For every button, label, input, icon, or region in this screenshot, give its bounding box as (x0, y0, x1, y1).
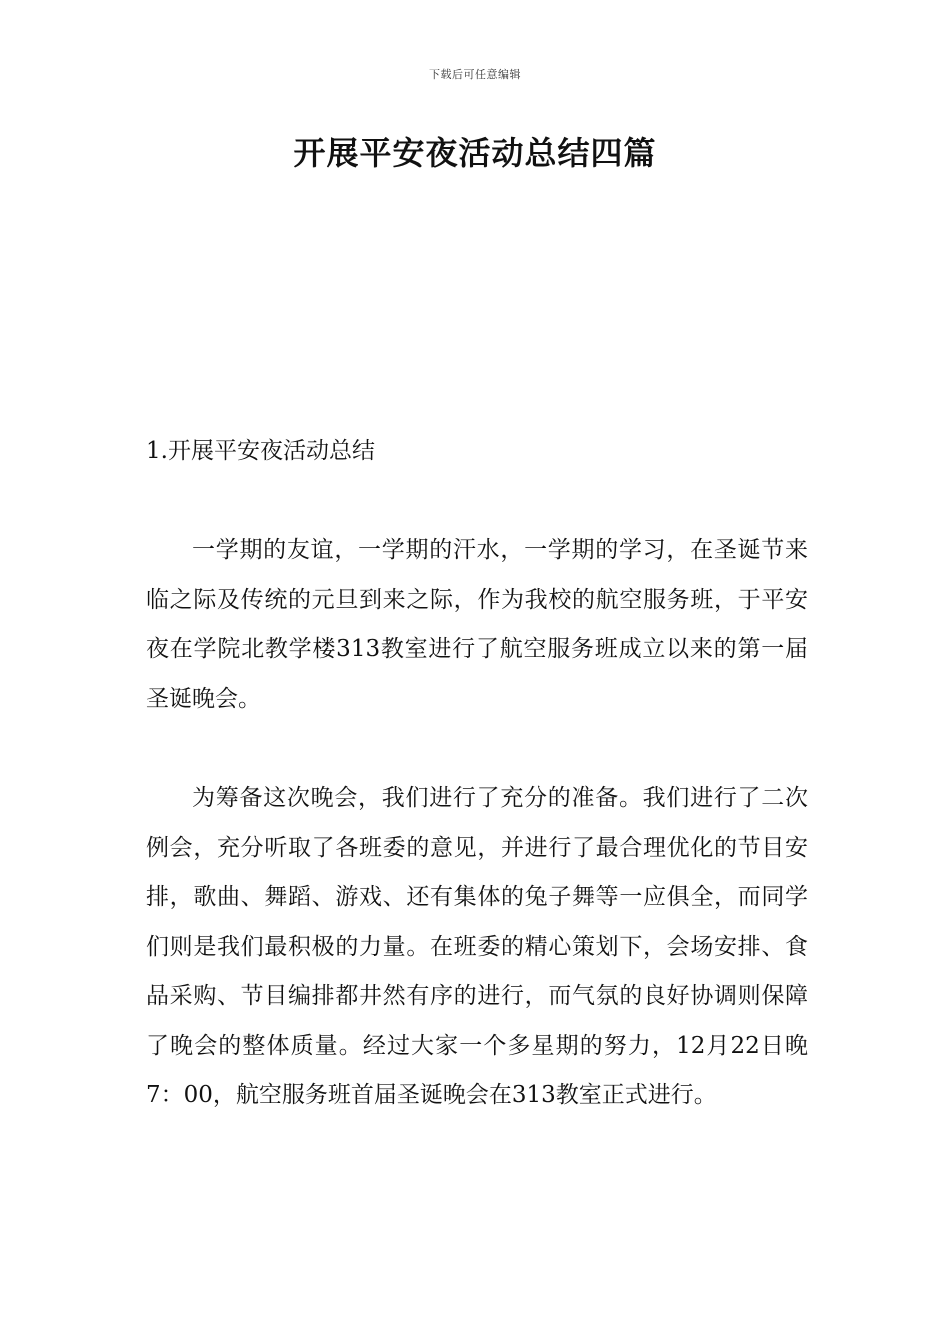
document-title: 开展平安夜活动总结四篇 (293, 134, 657, 172)
header-note: 下载后可任意编辑 (429, 68, 521, 81)
body-paragraph: 为筹备这次晚会，我们进行了充分的准备。我们进行了二次例会，充分听取了各班委的意见，并进行了最合理优化的节目安排，歌曲、舞蹈、游戏、还有集体的兔子舞等一应俱全，而同学们则是我们最积极的力量。在班委的精心策划下，会场安排、食品采购、节目编排都井然有序的进行，而气氛的良好协调则保障了晚会的整体质量。经过大家一个多星期的努力，12月22日晚7：00，航空服务班首届圣诞晚会在313教室正式进行。 (146, 785, 808, 1108)
section-heading: 1.开展平安夜活动总结 (146, 438, 375, 464)
body-paragraph: 一学期的友谊，一学期的汗水，一学期的学习，在圣诞节来临之际及传统的元旦到来之际，作为我校的航空服务班，于平安夜在学院北教学楼313教室进行了航空服务班成立以来的第一届圣诞晚会。 (146, 537, 808, 712)
